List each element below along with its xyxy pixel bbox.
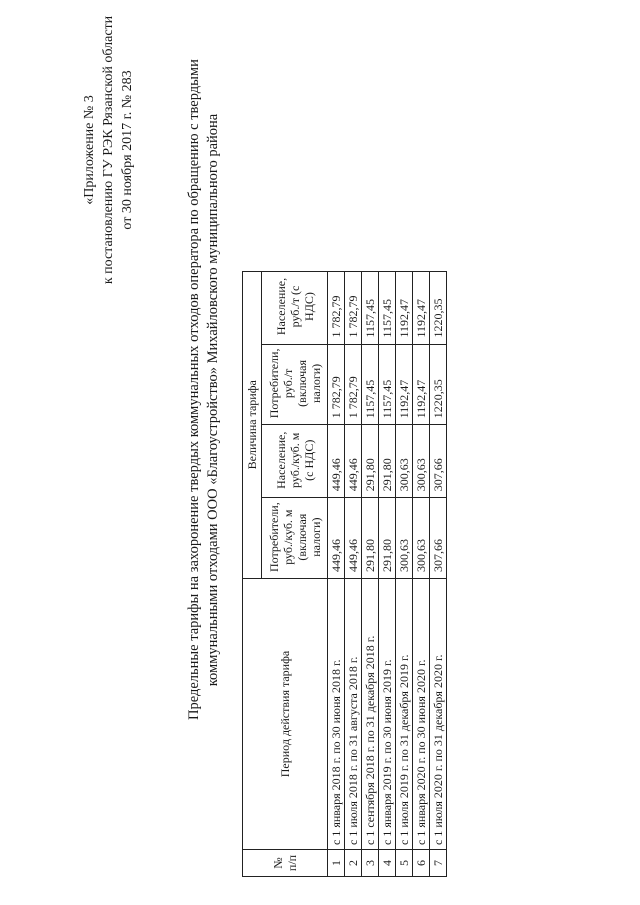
row-value-1: 291,80 bbox=[379, 498, 396, 579]
table-row bbox=[430, 271, 447, 876]
row-num: 6 bbox=[413, 850, 430, 877]
row-period: с 1 июля 2020 г. по 31 декабря 2020 г. bbox=[430, 579, 447, 850]
table-row bbox=[379, 271, 396, 876]
row-value-3: 1157,45 bbox=[379, 344, 396, 425]
row-value-4: 1 782,79 bbox=[345, 271, 362, 344]
appendix-line-2: к постановлению ГУ РЭК Рязанской области bbox=[101, 15, 116, 285]
header-col-4: Население, руб./т (с НДС) bbox=[262, 271, 328, 344]
table-row bbox=[413, 271, 430, 876]
row-value-3: 1 782,79 bbox=[328, 344, 345, 425]
row-value-2: 291,80 bbox=[379, 425, 396, 498]
row-value-1: 300,63 bbox=[413, 498, 430, 579]
row-value-3: 1192,47 bbox=[396, 344, 413, 425]
row-period: с 1 января 2020 г. по 30 июня 2020 г. bbox=[413, 579, 430, 850]
header-row-1 bbox=[243, 271, 262, 876]
row-period: с 1 января 2019 г. по 30 июня 2019 г. bbox=[379, 579, 396, 850]
table-row bbox=[345, 271, 362, 876]
row-value-1: 449,46 bbox=[328, 498, 345, 579]
row-value-2: 449,46 bbox=[345, 425, 362, 498]
title-line-2: коммунальными отходами ООО «Благоустройство» Михайловского муниципального района bbox=[205, 113, 221, 687]
header-col-3: Потребители, руб./т (включая налоги) bbox=[262, 344, 328, 425]
row-value-2: 291,80 bbox=[362, 425, 379, 498]
row-value-3: 1157,45 bbox=[362, 344, 379, 425]
header-period: Период действия тарифа bbox=[243, 579, 328, 850]
row-num: 4 bbox=[379, 850, 396, 877]
row-value-4: 1157,45 bbox=[379, 271, 396, 344]
row-value-3: 1220,35 bbox=[430, 344, 447, 425]
row-value-4: 1220,35 bbox=[430, 271, 447, 344]
row-value-4: 1192,47 bbox=[413, 271, 430, 344]
table-row bbox=[396, 271, 413, 876]
header-tariff-group: Величина тарифа bbox=[243, 271, 262, 578]
header-col-1: Потребители, руб./куб. м (включая налоги) bbox=[262, 498, 328, 579]
row-value-1: 307,66 bbox=[430, 498, 447, 579]
document-title bbox=[185, 59, 223, 720]
row-value-3: 1192,47 bbox=[413, 344, 430, 425]
appendix-block bbox=[80, 10, 137, 290]
header-col-2: Население, руб./куб. м (с НДС) bbox=[262, 425, 328, 498]
row-value-2: 449,46 bbox=[328, 425, 345, 498]
row-num: 7 bbox=[430, 850, 447, 877]
row-num: 2 bbox=[345, 850, 362, 877]
row-value-3: 1 782,79 bbox=[345, 344, 362, 425]
row-value-4: 1 782,79 bbox=[328, 271, 345, 344]
appendix-line-1: «Приложение № 3 bbox=[82, 95, 97, 205]
row-value-1: 300,63 bbox=[396, 498, 413, 579]
row-period: с 1 июля 2018 г. по 31 августа 2018 г. bbox=[345, 579, 362, 850]
table-row bbox=[328, 271, 345, 876]
row-value-1: 449,46 bbox=[345, 498, 362, 579]
row-period: с 1 сентября 2018 г. по 31 декабря 2018 г. bbox=[362, 579, 379, 850]
row-value-1: 291,80 bbox=[362, 498, 379, 579]
row-value-4: 1192,47 bbox=[396, 271, 413, 344]
row-num: 5 bbox=[396, 850, 413, 877]
row-num: 3 bbox=[362, 850, 379, 877]
row-num: 1 bbox=[328, 850, 345, 877]
tariff-table bbox=[242, 271, 447, 877]
title-line-1: Предельные тарифы на захоронение твердых коммунальных отходов оператора по обращению с твердыми bbox=[186, 59, 202, 720]
table-row bbox=[362, 271, 379, 876]
row-period: с 1 января 2018 г. по 30 июня 2018 г. bbox=[328, 579, 345, 850]
row-value-2: 300,63 bbox=[413, 425, 430, 498]
appendix-line-3: от 30 ноября 2017 г. № 283 bbox=[120, 70, 135, 230]
header-num: № п/п bbox=[243, 850, 328, 877]
row-period: с 1 июля 2019 г. по 31 декабря 2019 г. bbox=[396, 579, 413, 850]
row-value-2: 307,66 bbox=[430, 425, 447, 498]
row-value-2: 300,63 bbox=[396, 425, 413, 498]
row-value-4: 1157,45 bbox=[362, 271, 379, 344]
